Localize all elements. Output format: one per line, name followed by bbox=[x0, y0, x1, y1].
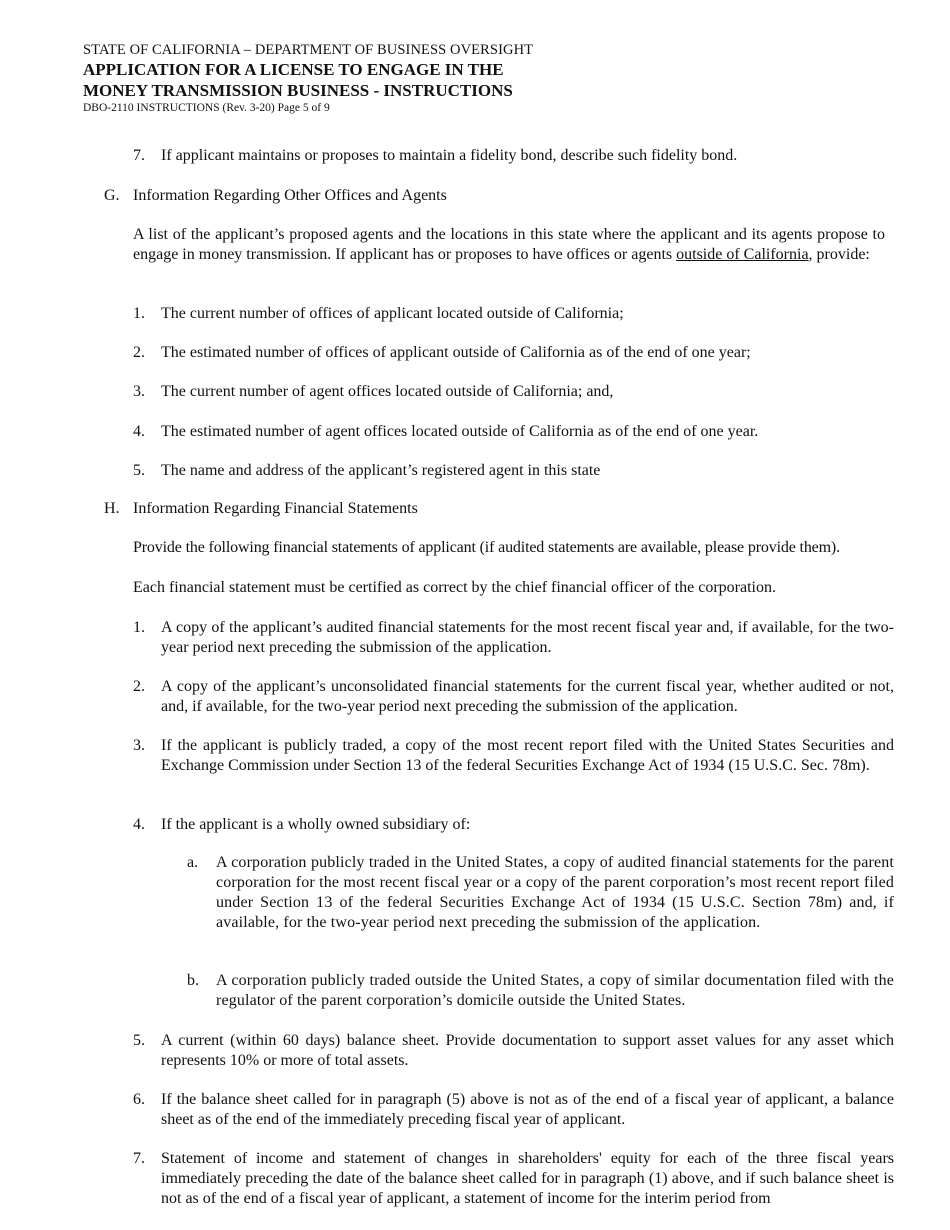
sub-item-letter: a. bbox=[187, 854, 199, 871]
section-g-letter: G. bbox=[104, 187, 120, 204]
g-item-text: The estimated number of agent offices located outside of California as of the end of one year. bbox=[161, 423, 759, 440]
g-item-number: 5. bbox=[133, 462, 145, 479]
g-item-number: 1. bbox=[133, 305, 145, 322]
section-h-paragraph-2: Each financial statement must be certified as correct by the chief financial officer of the corporation. bbox=[133, 579, 776, 596]
sub-item-text: A corporation publicly traded in the United States, a copy of audited financial statements for the parent corporation for the most recent fiscal year or a copy of the parent corporation’s most recent report filed under Section 13 of the federal Securities Exchange Act of 1934 (15 U.S.C. Section 78m) and, if available, for the two-year period next preceding the submission of the application. bbox=[216, 854, 894, 931]
g-item-text: The name and address of the applicant’s registered agent in this state bbox=[161, 462, 601, 479]
h-item-text: A copy of the applicant’s audited financial statements for the most recent fiscal year and, if available, for the two-year period next preceding the submission of the application. bbox=[161, 619, 894, 656]
h-item-text: A current (within 60 days) balance sheet. Provide documentation to support asset values for any asset which represents 10% or more of total assets. bbox=[161, 1032, 894, 1069]
h-item-number: 5. bbox=[133, 1032, 145, 1049]
h-item-number: 2. bbox=[133, 678, 145, 695]
h-item-number: 6. bbox=[133, 1091, 145, 1108]
h-item-text: Statement of income and statement of changes in shareholders' equity for each of the three fiscal years immediately preceding the date of the balance sheet called for in paragraph (1) above, and if such balance sheet is not as of the end of a fiscal year of applicant, a statement of income for the interim period from bbox=[161, 1150, 894, 1207]
intro-text-end: , provide: bbox=[808, 246, 870, 263]
section-h-letter: H. bbox=[104, 500, 120, 517]
g-item-number: 3. bbox=[133, 383, 145, 400]
item-number: 7. bbox=[133, 147, 145, 164]
h-item-text: If the applicant is publicly traded, a copy of the most recent report filed with the United States Securities and Exchange Commission under Section 13 of the federal Securities Exchange Act of 1934 (15 U.S.C. Sec. 78m). bbox=[161, 737, 894, 774]
intro-text: A list of the applicant’s proposed agents and the locations in this state where the applicant and its agents propose to engage in money transmission. If applicant has or proposes to have offices or agents bbox=[133, 226, 885, 263]
h-item-number: 1. bbox=[133, 619, 145, 636]
g-item-number: 2. bbox=[133, 344, 145, 361]
h-item-text: If the balance sheet called for in paragraph (5) above is not as of the end of a fiscal year of applicant, a balance sheet as of the end of the immediately preceding fiscal year of applicant. bbox=[161, 1091, 894, 1128]
g-item-text: The current number of offices of applicant located outside of California; bbox=[161, 305, 624, 322]
form-title-line-1: APPLICATION FOR A LICENSE TO ENGAGE IN THE bbox=[83, 60, 504, 79]
h-item-number: 3. bbox=[133, 737, 145, 754]
h-item-text: A copy of the applicant’s unconsolidated financial statements for the current fiscal year, whether audited or not, and, if available, for the two-year period next preceding the submission of the application. bbox=[161, 678, 894, 715]
document-header bbox=[83, 41, 533, 116]
section-h-heading: Information Regarding Financial Statements bbox=[133, 500, 418, 517]
section-h-paragraph-1: Provide the following financial statements of applicant (if audited statements are available, please provide them). bbox=[133, 539, 840, 556]
sub-item-letter: b. bbox=[187, 972, 199, 989]
h-item-text: If the applicant is a wholly owned subsidiary of: bbox=[161, 816, 471, 833]
g-item-text: The current number of agent offices located outside of California; and, bbox=[161, 383, 614, 400]
g-item-text: The estimated number of offices of applicant outside of California as of the end of one year; bbox=[161, 344, 751, 361]
agency-name: STATE OF CALIFORNIA – DEPARTMENT OF BUSINESS OVERSIGHT bbox=[83, 42, 534, 58]
form-number-page: DBO-2110 INSTRUCTIONS (Rev. 3-20) Page 5 of 9 bbox=[83, 102, 330, 114]
g-item-number: 4. bbox=[133, 423, 145, 440]
item-text: If applicant maintains or proposes to maintain a fidelity bond, describe such fidelity bond. bbox=[161, 147, 738, 164]
section-g-heading: Information Regarding Other Offices and Agents bbox=[133, 187, 447, 204]
sub-item-text: A corporation publicly traded outside the United States, a copy of similar documentation filed with the regulator of the parent corporation’s domicile outside the United States. bbox=[216, 972, 894, 1009]
intro-underlined-text: outside of California bbox=[676, 246, 809, 263]
section-g-intro bbox=[133, 225, 885, 265]
h-item-number: 7. bbox=[133, 1150, 145, 1167]
h-item-number: 4. bbox=[133, 816, 145, 833]
form-title-line-2: MONEY TRANSMISSION BUSINESS - INSTRUCTIONS bbox=[83, 81, 513, 100]
